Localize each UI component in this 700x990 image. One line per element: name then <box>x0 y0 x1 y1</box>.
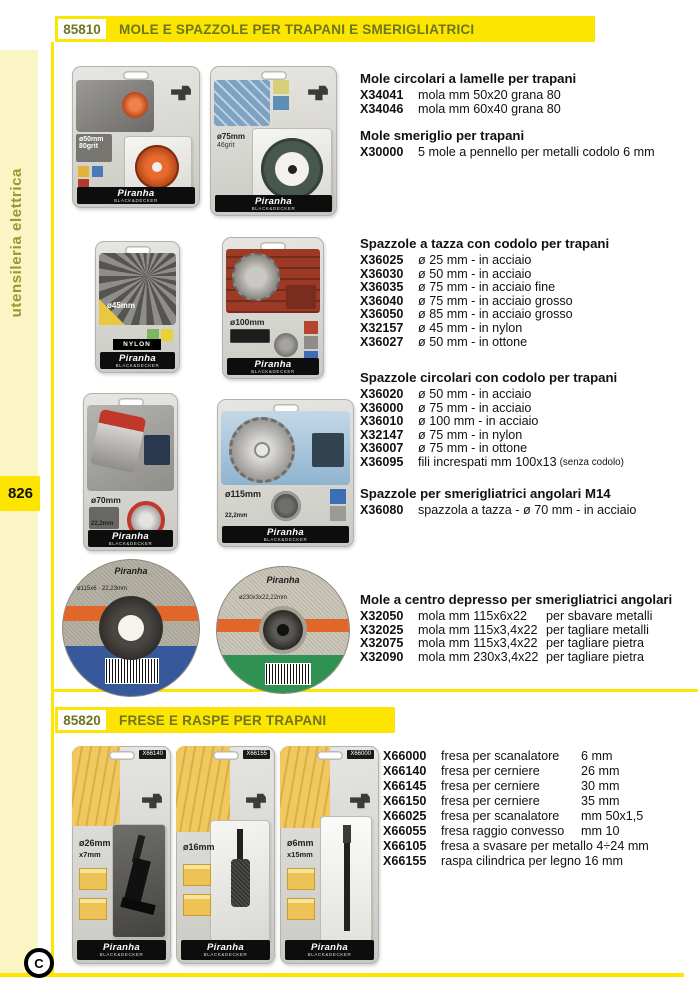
item-code: X66150 <box>383 794 427 808</box>
catalog-item-row <box>360 456 700 470</box>
catalog-item-row <box>383 779 698 794</box>
item-list <box>360 146 700 160</box>
wood-application-icon <box>183 864 211 886</box>
item-desc: ø 75 mm - in ottone <box>418 441 528 456</box>
application-icon <box>273 96 289 110</box>
brand-bar <box>88 530 173 547</box>
page-number: 826 <box>0 476 40 511</box>
item-desc: ø 50 mm - in ottone <box>418 334 528 349</box>
arbor-hole <box>118 615 144 641</box>
pack-grit: 46grit <box>217 142 235 149</box>
item-code: X32157 <box>360 320 404 335</box>
item-code: X36027 <box>360 334 404 349</box>
drill-icon <box>141 792 163 810</box>
disc-brand: Piranha <box>114 566 148 576</box>
publisher-logo: C <box>24 948 54 978</box>
catalog-item-row <box>360 442 700 456</box>
group-heading: Mole circolari a lamelle per trapani <box>360 71 577 86</box>
page-bottom-rule <box>0 973 684 977</box>
item-code: X66145 <box>383 779 427 793</box>
item-desc: ø 75 mm - in acciaio fine <box>418 280 556 295</box>
pack-size: ø70mm <box>91 495 121 505</box>
application-icon <box>78 166 89 177</box>
catalog-item-row <box>360 637 700 651</box>
disc-print: ø230x3x22,22mm <box>239 595 288 601</box>
item-desc: mola mm 115x3,4x22 <box>418 636 538 651</box>
item-code: X36035 <box>360 280 404 295</box>
application-icon <box>273 80 289 94</box>
group-spazzole-m14 <box>360 487 700 518</box>
catalog-item-row <box>360 89 700 103</box>
item-code: X32050 <box>360 609 404 623</box>
group-heading: Mole a centro depresso per smerigliatrici angolari <box>360 592 673 607</box>
barcode <box>265 663 311 685</box>
blister-window <box>210 820 270 942</box>
catalog-item-row <box>360 295 700 309</box>
item-desc: mola mm 115x3,4x22 <box>418 622 538 637</box>
item-code: X36030 <box>360 266 404 281</box>
catalog-item-row <box>360 322 700 336</box>
wood-application-icon <box>183 894 211 916</box>
catalog-item-row <box>383 794 698 809</box>
wire-cup-brush <box>90 409 147 473</box>
item-code: X66155 <box>383 854 427 868</box>
hang-hole <box>109 751 135 760</box>
item-code: X36000 <box>360 400 404 415</box>
twisted-knot-wheel <box>229 417 295 483</box>
group-heading: Spazzole circolari con codolo per trapani <box>360 370 618 385</box>
product-photo <box>99 253 176 325</box>
cutting-disc-115 <box>62 559 200 697</box>
catalog-item-row <box>360 388 700 402</box>
gauge-photo <box>230 329 270 343</box>
item-desc: fresa a svasare per metallo 4÷24 mm <box>441 839 649 853</box>
sub-brand: BLACK&DECKER <box>251 205 296 211</box>
catalog-item-row <box>360 336 700 350</box>
catalog-item-row <box>360 504 700 518</box>
catalog-item-row <box>383 809 698 824</box>
product-card-cup-brush-70 <box>83 393 178 551</box>
pack-bore: 22,2mm <box>91 521 114 527</box>
pack-size2: x15mm <box>287 850 313 859</box>
brand-logo: Piranha <box>267 526 304 538</box>
item-code: X36050 <box>360 307 404 322</box>
item-use: per tagliare metalli <box>546 622 649 637</box>
item-code: X32090 <box>360 649 404 664</box>
item-note: (senza codolo) <box>559 456 624 468</box>
item-code: X66140 <box>383 764 427 778</box>
application-icon <box>330 506 346 521</box>
item-desc: fili increspati mm 100x13 <box>418 454 557 469</box>
item-list <box>360 89 700 116</box>
catalog-item-row <box>360 308 700 322</box>
item-desc: fresa per cerniere <box>441 764 540 778</box>
sub-brand: BLACK&DECKER <box>114 197 158 203</box>
product-code-tab: X66155 <box>243 750 270 759</box>
product-card-nylon-brush <box>95 241 180 373</box>
router-bit <box>344 843 350 931</box>
group-mole-centro-depresso <box>360 593 700 664</box>
item-list <box>360 388 700 470</box>
sub-brand: BLACK&DECKER <box>108 540 153 546</box>
item-code: X36020 <box>360 387 404 401</box>
pack-size: ø115mm <box>225 489 262 499</box>
item-desc: ø 25 mm - in acciaio <box>418 253 532 267</box>
wood-application-icon <box>287 868 315 890</box>
catalog-item-row <box>360 146 700 160</box>
knot-wheel-small <box>271 491 301 521</box>
catalog-item-row <box>360 429 700 443</box>
item-desc: 5 mole a pennello per metalli codolo 6 mm <box>418 145 655 159</box>
item-use: per tagliare pietra <box>546 636 645 651</box>
group-frese-raspe <box>383 749 698 869</box>
item-desc: ø 50 mm - in acciaio <box>418 387 532 401</box>
blister-window <box>320 816 372 946</box>
item-desc: ø 85 mm - in acciaio grosso <box>418 307 573 322</box>
catalog-item-row <box>383 749 698 764</box>
item-list <box>360 504 700 518</box>
item-code: X32025 <box>360 622 404 637</box>
catalog-item-row <box>360 415 700 429</box>
disc-brand: Piranha <box>266 575 300 585</box>
blister-window <box>112 824 166 938</box>
product-card-x66140 <box>72 746 171 964</box>
drill-icon <box>245 792 267 810</box>
item-code: X66055 <box>383 824 427 838</box>
application-icon <box>304 336 318 349</box>
cylindrical-rasp <box>231 859 250 907</box>
product-photo <box>87 405 174 491</box>
hang-hole <box>213 751 239 760</box>
brand-logo: Piranha <box>119 352 156 364</box>
drill-icon <box>349 792 371 810</box>
grinding-disc <box>261 138 323 200</box>
sidebar-category-label: utensileria elettrica <box>8 168 25 318</box>
item-desc: ø 50 mm - in acciaio <box>418 266 532 281</box>
item-desc: ø 75 mm - in nylon <box>418 427 523 442</box>
product-card-knot-wheel-115 <box>217 399 354 547</box>
product-card-flap-wheel <box>72 66 200 208</box>
catalog-item-row <box>360 268 700 282</box>
pack-size2: x7mm <box>79 850 101 859</box>
content-left-rule <box>51 42 54 973</box>
sub-brand: BLACK&DECKER <box>307 952 352 957</box>
bit-shank <box>343 825 351 843</box>
catalog-item-row <box>360 402 700 416</box>
item-desc: mola mm 60x40 grana 80 <box>418 101 561 116</box>
pack-size: ø75mm <box>217 132 246 141</box>
cutting-disc-230 <box>216 566 350 694</box>
brand-logo: Piranha <box>207 942 244 953</box>
item-code: X36025 <box>360 253 404 267</box>
brand-bar <box>222 526 349 543</box>
barcode <box>105 658 159 684</box>
sub-brand: BLACK&DECKER <box>203 952 248 957</box>
product-card-wire-wheel-100 <box>222 237 324 379</box>
wood-application-icon <box>287 898 315 920</box>
hub <box>254 442 270 458</box>
group-mole-circolari <box>360 72 700 116</box>
item-size: 26 mm <box>581 764 620 778</box>
hinge-cutter-body <box>124 858 151 903</box>
item-code: X32075 <box>360 636 404 651</box>
catalog-item-row <box>383 824 698 839</box>
product-card-x66000 <box>280 746 379 964</box>
pack-size: ø100mm <box>230 317 265 327</box>
brand-logo: Piranha <box>311 942 348 953</box>
item-list <box>360 254 700 349</box>
item-code: X34041 <box>360 88 404 102</box>
catalog-item-row <box>360 651 700 665</box>
item-code: X30000 <box>360 145 404 159</box>
item-code: X36007 <box>360 441 404 456</box>
application-icon <box>161 329 173 341</box>
brand-logo: Piranha <box>255 195 292 207</box>
item-desc: fresa per scanalatore <box>441 809 560 823</box>
pack-grit: 80grit <box>79 143 99 150</box>
size-label-panel <box>76 134 112 162</box>
item-code: X36080 <box>360 503 404 517</box>
hang-hole <box>317 751 343 760</box>
sub-brand: BLACK&DECKER <box>263 536 308 542</box>
brand-logo: Piranha <box>117 187 155 199</box>
depressed-center-hub <box>99 596 163 660</box>
item-code: X32147 <box>360 427 404 442</box>
group-mole-smeriglio <box>360 129 700 160</box>
product-card-grinding-disc <box>210 66 337 216</box>
section-title: MOLE E SPAZZOLE PER TRAPANI E SMERIGLIATRICI <box>109 16 595 42</box>
item-desc: mola mm 115x6x22 <box>418 609 527 623</box>
item-code: X66000 <box>383 749 427 763</box>
catalog-item-row <box>360 281 700 295</box>
application-icon <box>330 489 346 504</box>
bit-shank <box>237 829 243 859</box>
catalog-item-row <box>383 854 698 869</box>
brand-bar <box>227 358 319 375</box>
hang-hole <box>123 71 149 80</box>
photo-inset <box>286 285 316 309</box>
group-spazzole-circolari <box>360 371 700 470</box>
brand-logo: Piranha <box>254 358 292 370</box>
item-desc: ø 75 mm - in acciaio grosso <box>418 293 573 308</box>
wire-wheel <box>232 253 280 301</box>
item-size: mm 10 <box>581 824 620 838</box>
catalog-item-row <box>360 610 700 624</box>
flap-wheel <box>135 145 179 189</box>
brand-bar <box>100 352 175 369</box>
sub-brand: BLACK&DECKER <box>251 368 295 374</box>
group-heading: Spazzole per smerigliatrici angolari M14 <box>360 486 611 501</box>
product-card-x66155 <box>176 746 275 964</box>
disc-print: ø115x6 · 22,23mm <box>77 586 127 592</box>
flap-wheel <box>122 92 148 118</box>
drill-icon <box>307 84 329 102</box>
brand-bar <box>285 940 374 960</box>
product-photo <box>226 249 320 313</box>
item-use: per sbavare metalli <box>546 609 653 623</box>
photo-inset <box>144 435 170 465</box>
item-desc: fresa per scanalatore <box>441 749 560 763</box>
product-code-tab: X66140 <box>139 750 166 759</box>
application-icon <box>92 166 103 177</box>
arbor-hole <box>288 165 297 174</box>
item-desc: spazzola a tazza - ø 70 mm - in acciaio <box>418 503 637 517</box>
item-list <box>360 610 700 664</box>
section-code: 85810 <box>55 16 109 42</box>
drill-icon <box>170 84 192 102</box>
sub-brand: BLACK&DECKER <box>99 952 144 957</box>
product-code-tab: X66000 <box>347 750 374 759</box>
sub-brand: BLACK&DECKER <box>115 362 160 368</box>
product-photo <box>76 80 154 132</box>
photo-inset <box>312 433 344 467</box>
brand-bar <box>181 940 270 960</box>
item-code: X66025 <box>383 809 427 823</box>
product-photo <box>221 411 350 485</box>
pack-size: ø16mm <box>183 842 215 852</box>
item-code: X34046 <box>360 101 404 116</box>
nylon-tag: NYLON <box>113 339 161 350</box>
wire-wheel-small <box>274 333 298 357</box>
brand-bar <box>215 195 332 212</box>
arbor-hole <box>277 624 289 636</box>
item-size: 30 mm <box>581 779 620 793</box>
item-desc: raspa cilindrica per legno 16 mm <box>441 854 623 868</box>
group-heading: Mole smeriglio per trapani <box>360 128 525 143</box>
brand-logo: Piranha <box>103 942 140 953</box>
item-code: X36095 <box>360 454 404 469</box>
pack-size: ø6mm <box>287 838 314 848</box>
wood-application-icon <box>79 868 107 890</box>
group-heading: Spazzole a tazza con codolo per trapani <box>360 236 610 251</box>
section-header-85820 <box>55 707 395 733</box>
application-icon <box>304 321 318 334</box>
item-desc: fresa per cerniere <box>441 794 540 808</box>
item-desc: ø 100 mm - in acciaio <box>418 414 539 429</box>
item-list <box>383 749 698 869</box>
disc-label <box>275 152 309 186</box>
item-code: X36040 <box>360 293 404 308</box>
item-desc: fresa per cerniere <box>441 779 540 793</box>
item-desc: ø 75 mm - in acciaio <box>418 400 532 415</box>
hang-hole <box>261 71 287 80</box>
wood-application-icon <box>79 898 107 920</box>
section-title: FRESE E RASPE PER TRAPANI <box>109 707 395 733</box>
item-code: X66105 <box>383 839 427 853</box>
item-size: mm 50x1,5 <box>581 809 644 823</box>
arbor-hole <box>152 162 162 172</box>
item-use: per tagliare pietra <box>546 649 645 664</box>
section-code: 85820 <box>55 707 109 733</box>
pack-bore: 22,2mm <box>225 513 248 519</box>
item-desc: ø 45 mm - in nylon <box>418 320 523 335</box>
item-code: X36010 <box>360 414 404 429</box>
brand-logo: Piranha <box>112 530 149 542</box>
item-desc: fresa raggio convesso <box>441 824 565 838</box>
item-desc: mola mm 50x20 grana 80 <box>418 88 561 102</box>
catalog-item-row <box>360 254 700 268</box>
pack-size: ø26mm <box>79 838 111 848</box>
catalog-item-row <box>383 764 698 779</box>
catalog-item-row <box>383 839 698 854</box>
catalog-item-row <box>360 624 700 638</box>
section-header-85810 <box>55 16 595 42</box>
group-spazzole-tazza <box>360 237 700 349</box>
brand-bar <box>77 187 195 204</box>
brand-bar <box>77 940 166 960</box>
center-hub <box>263 610 303 650</box>
item-size: 6 mm <box>581 749 613 763</box>
catalog-item-row <box>360 103 700 117</box>
pack-size: ø50mm <box>79 136 104 143</box>
pack-size: ø45mm <box>107 301 136 310</box>
item-desc: mola mm 230x3,4x22 <box>418 649 539 664</box>
item-size: 35 mm <box>581 794 620 808</box>
product-photo <box>214 80 270 126</box>
